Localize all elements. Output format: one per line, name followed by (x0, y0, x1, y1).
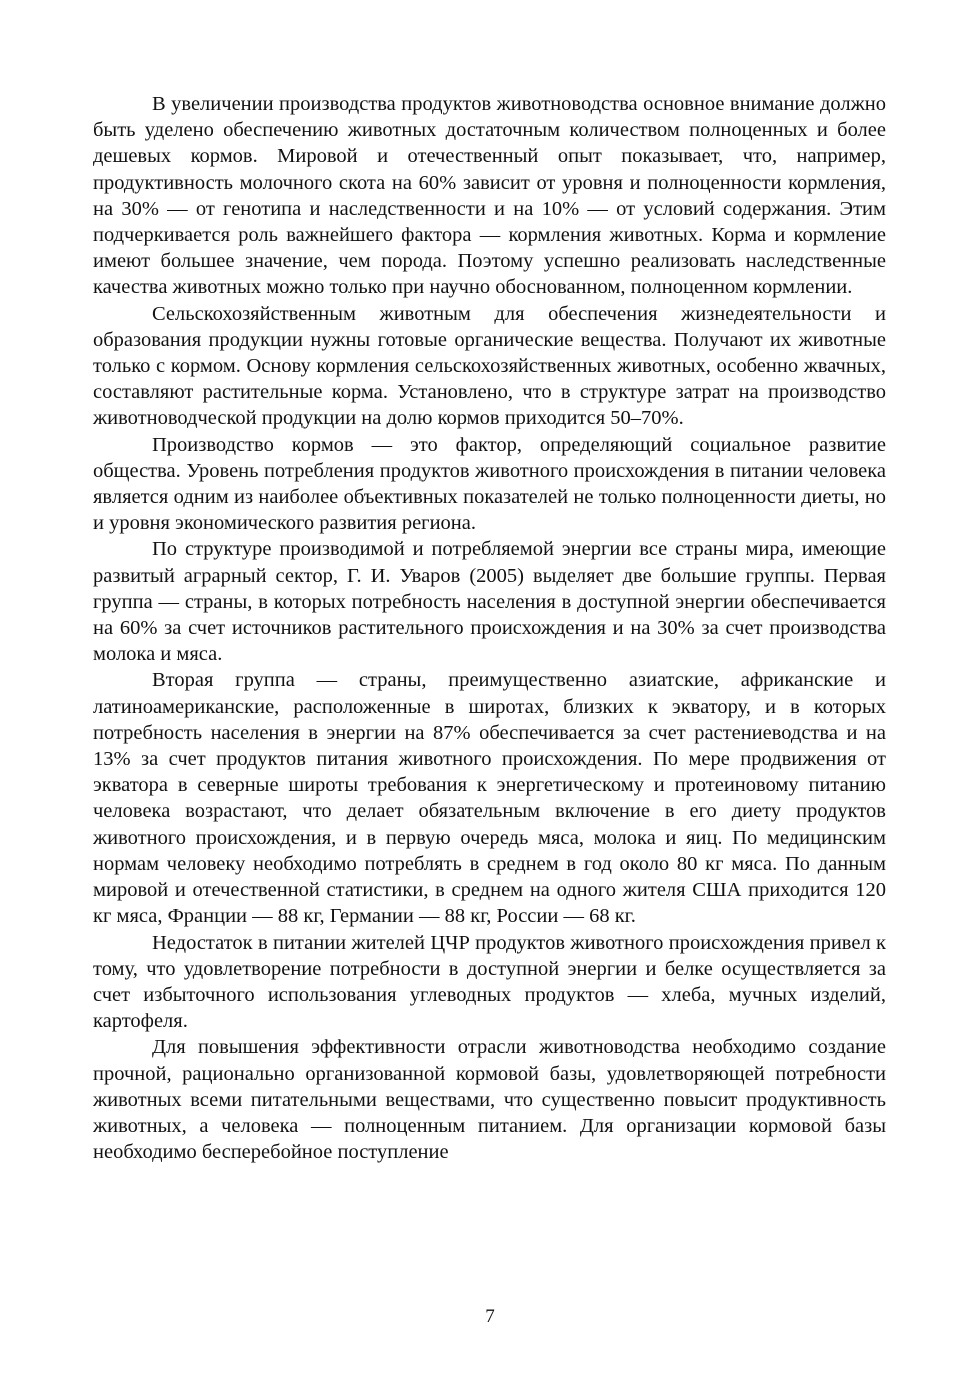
body-text (93, 91, 886, 1165)
paragraph-7: Для повышения эффективности отрасли животноводства необходимо создание прочной, рационально организованной кормовой базы, удовлетворяющей потребности животных всеми питательными веществами, что существенно повысит продуктивность животных, а человека — полноценным питанием. Для организации кормовой базы необходимо бесперебойное поступление (93, 1036, 886, 1164)
paragraph-6: Недостаток в питании жителей ЦЧР продуктов животного происхождения привел к тому, что удовлетворение потребности в доступной энергии и белке осуществляется за счет избыточного использования углеводных продуктов — хлеба, мучных изделий, картофеля. (93, 931, 886, 1033)
paragraph-2: Сельскохозяйственным животным для обеспечения жизнедеятельности и образования продукции нужны готовые органические вещества. Получают их животные только с кормом. Основу кормления сельскохозяйственных животных, особенно жвачных, составляют растительные корма. Установлено, что в структуре затрат на производство животноводческой продукции на долю кормов приходится 50–70%. (93, 302, 886, 430)
paragraph-1: В увеличении производства продуктов животноводства основное внимание должно быть уделено обеспечению животных достаточным количеством полноценных и более дешевых кормов. Мировой и отечественный опыт показывает, что, например, продуктивность молочного скота на 60% зависит от уровня и полноценности кормления, на 30% — от генотипа и наследственности и на 10% — от условий содержания. Этим подчеркивается роль важнейшего фактора — кормления животных. Корма и кормление имеют большее значение, чем порода. Поэтому успешно реализовать наследственные качества животных можно только при научно обоснованном, полноценном кормлении. (93, 93, 886, 299)
paragraph-4: По структуре производимой и потребляемой энергии все страны мира, имеющие развитый аграрный сектор, Г. И. Уваров (2005) выделяет две большие группы. Первая группа — страны, в которых потребность населения в доступной энергии обеспечивается на 60% за счет источников растительного происхождения и на 30% за счет производства молока и мяса. (93, 538, 886, 666)
page-number: 7 (485, 1306, 495, 1327)
paragraph-3: Производство кормов — это фактор, определяющий социальное развитие общества. Уровень потребления продуктов животного происхождения в питании человека является одним из наиболее объективных показателей не только полноценности диеты, но и уровня экономического развития региона. (93, 433, 886, 535)
paragraph-5: Вторая группа — страны, преимущественно азиатские, африканские и латиноамериканские, расположенные в широтах, близких к экватору, и в которых потребность населения в энергии на 87% обеспечивается за счет растениеводства и на 13% за счет продуктов питания животного происхождения. По мере продвижения от экватора в северные широты требования к энергетическому и протеиновому питанию человека возрастают, что делает обязательным включение в его диету продуктов животного происхождения, и в первую очередь мяса, молока и яиц. По медицинским нормам человеку необходимо потреблять в среднем в год около 80 кг мяса. По данным мировой и отечественной статистики, в среднем на одного жителя США приходится 120 кг мяса, Франции — 88 кг, Германии — 88 кг, России — 68 кг. (93, 669, 886, 928)
